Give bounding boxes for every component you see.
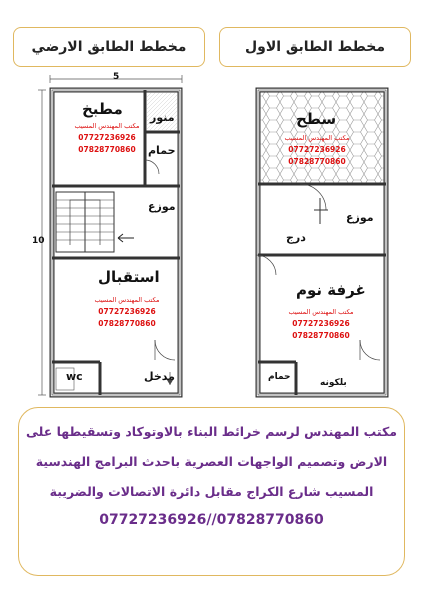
room-label-wc: wc bbox=[66, 370, 83, 383]
room-label-bathroom-first: حمام bbox=[268, 372, 291, 382]
room-label-kitchen: مطبخ bbox=[82, 100, 123, 118]
room-label-bathroom: حمام bbox=[148, 144, 176, 157]
office-ad-box bbox=[18, 407, 405, 576]
room-label-hall-first: موزع bbox=[346, 211, 374, 224]
ad-line-2: الارض وتصميم الواجهات العصرية باحدث البرامج الهندسية bbox=[35, 454, 388, 469]
watermark-bedroom: مكتب المهندس المسيب 07727236926 07828770860 bbox=[288, 308, 354, 340]
room-label-hall: موزع bbox=[148, 200, 176, 213]
first-floor-title: مخطط الطابق الاول bbox=[219, 27, 411, 67]
room-label-bedroom: غرفة نوم bbox=[296, 281, 366, 299]
ad-line-3: المسيب شارع الكراج مقابل دائرة الاتصالات والضريبة bbox=[49, 484, 374, 499]
dimension-top-label: 5 bbox=[113, 72, 120, 82]
dimension-side-label: 10 bbox=[32, 236, 45, 246]
room-label-entrance: مدخل bbox=[144, 370, 175, 383]
ground-floor-title: مخطط الطابق الارضي bbox=[13, 27, 205, 67]
room-label-reception: استقبال bbox=[98, 268, 160, 286]
room-label-roof: سطح bbox=[296, 110, 337, 128]
room-label-stairs: درج bbox=[286, 231, 306, 244]
ad-phones: 07727236926//07828770860 bbox=[99, 512, 324, 528]
watermark-kitchen: مكتب المهندس المسيب 07727236926 07828770860 bbox=[74, 122, 140, 154]
ad-line-1: مكتب المهندس لرسم خرائط البناء بالاوتوكاد وتسقيطها على bbox=[25, 424, 398, 439]
room-label-skylight: منور bbox=[150, 111, 175, 124]
room-label-balcony: بلكونه bbox=[320, 378, 347, 388]
watermark-roof: مكتب المهندس المسيب 07727236926 07828770860 bbox=[284, 134, 350, 166]
watermark-reception: مكتب المهندس المسيب 07727236926 07828770860 bbox=[94, 296, 160, 328]
